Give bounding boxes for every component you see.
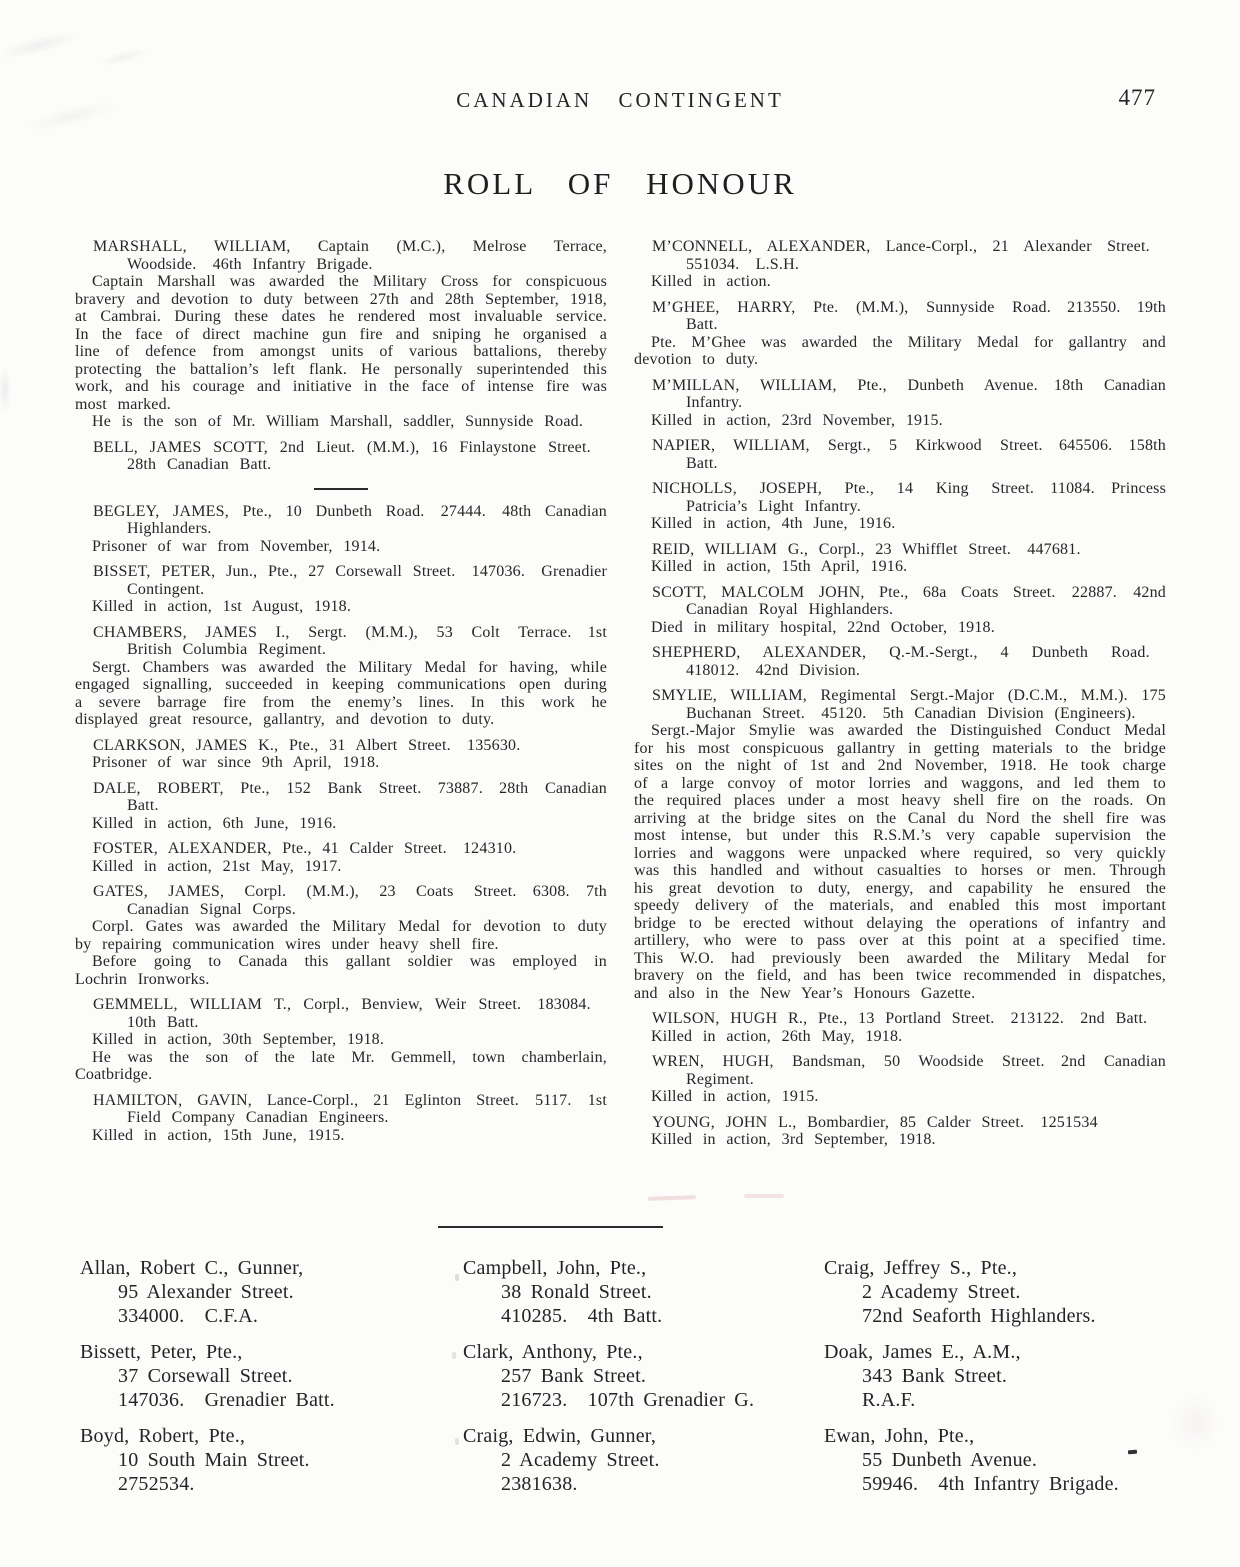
address-line: 2752534. [118, 1473, 195, 1495]
address-entry [463, 1340, 824, 1412]
entry-paragraph: Sergt.-Major Smylie was awarded the Distinguished Conduct Medal for his most conspicuous gallantry in getting materials to the bridge sites on the night of 1st and 2nd November, 1918. He took charge of a large convoy of motor lorries and waggons, and led them to the required places under a most heavy shell fire on the roads. On arriving at the bridge sites on the Canal du Nord the shell fire was most intense, but under this R.S.M.’s very capable supervision the lorries and waggons were unpacked where required, so very quickly was this handled and without casualties to horses or men. Through his great devotion to duty, energy, and capability he ensured the speedy delivery of the materials, and enabled this most important bridge to be erected without delaying the operations of infantry and artillery, who were to pass over at this point at a specified time. This W.O. had previously been awarded the Military Medal for bravery on the field, and has been twice recommended in dispatches, and also in the New Year’s Honours Gazette. [634, 722, 1166, 1002]
entry-heading: BELL, JAMES SCOTT, 2nd Lieut. (M.M.), 16 Finlaystone Street. 28th Canadian Batt. [93, 438, 607, 473]
address-name: Doak, James E., A.M., [824, 1341, 1021, 1363]
address-line: 2 Academy Street. [501, 1449, 660, 1471]
address-name: Craig, Edwin, Gunner, [463, 1425, 657, 1447]
running-head [0, 85, 1240, 113]
address-line: 59946. 4th Infantry Brigade. [862, 1473, 1119, 1495]
address-line: 216723. 107th Grenadier G. [501, 1389, 755, 1411]
entry-paragraph: Pte. M’Ghee was awarded the Military Medal for gallantry and devotion to duty. [634, 333, 1166, 368]
entry-paragraph: Killed in action, 15th June, 1915. [92, 1126, 345, 1144]
entry-heading: GATES, JAMES, Corpl. (M.M.), 23 Coats Street. 6308. 7th Canadian Signal Corps. [93, 883, 607, 918]
entry-paragraph: Killed in action, 1st August, 1918. [92, 598, 352, 615]
scan-artifact [0, 330, 26, 450]
roll-entry [75, 503, 607, 556]
address-entry [80, 1424, 463, 1496]
entry-paragraph: Killed in action, 6th June, 1916. [92, 814, 337, 832]
address-line: 38 Ronald Street. [501, 1281, 652, 1303]
address-line: 37 Corsewall Street. [118, 1365, 293, 1387]
address-entry [463, 1256, 824, 1328]
entry-heading: YOUNG, JOHN L., Bombardier, 85 Calder Street. 1251534 [652, 1113, 1098, 1131]
section-title: ROLL OF HONOUR [443, 166, 797, 201]
roll-entry [634, 437, 1166, 472]
roll-entry [75, 563, 607, 616]
entry-paragraph: Sergt. Chambers was awarded the Military Medal for having, while engaged signalling, succeeded in keeping communications open during a severe barrage fire from the enemy’s lines. In this work he displayed great resource, gallantry, and devotion to duty. [75, 658, 607, 728]
entry-paragraph: Before going to Canada this gallant soldier was employed in Lochrin Ironworks. [75, 953, 607, 988]
address-line: 257 Bank Street. [501, 1365, 647, 1387]
roll-entry [75, 780, 607, 833]
roll-entry [75, 996, 607, 1084]
roll-column-left [75, 238, 607, 1240]
address-name: Campbell, John, Pte., [463, 1257, 647, 1279]
roll-entry [634, 541, 1166, 576]
entry-paragraph: Killed in action, 3rd September, 1918. [651, 1131, 936, 1148]
entry-paragraph: Killed in action, 15th April, 1916. [651, 558, 908, 575]
address-name: Clark, Anthony, Pte., [463, 1341, 643, 1363]
entry-heading: BEGLEY, JAMES, Pte., 10 Dunbeth Road. 27444. 48th Canadian Highlanders. [93, 502, 607, 537]
address-column-right [824, 1256, 1170, 1508]
entry-paragraph: Captain Marshall was awarded the Military Cross for conspicuous bravery and devotion to duty between 27th and 28th September, 1918, at Cambrai. During these dates he rendered most invaluable service. In the face of direct machine gun fire and sniping he organised a line of defence from amongst units of various battalions, thereby protecting the battalion’s left flank. He personally superintended this work, and his courage and initiative in the face of intense fire was most marked. [75, 273, 607, 413]
address-name: Allan, Robert C., Gunner, [80, 1257, 304, 1279]
roll-entry [75, 1092, 607, 1145]
address-line: 343 Bank Street. [862, 1365, 1008, 1387]
roll-entry [75, 737, 607, 772]
entry-paragraph: Killed in action, 21st May, 1917. [92, 857, 342, 875]
entry-paragraph: Corpl. Gates was awarded the Military Medal for devotion to duty by repairing communication wires under heavy shell fire. [75, 918, 607, 953]
page-number: 477 [1118, 85, 1156, 110]
address-list [80, 1256, 1170, 1508]
address-line: 2381638. [501, 1473, 578, 1495]
roll-entry [634, 687, 1166, 1002]
address-line: 147036. Grenadier Batt. [118, 1389, 335, 1411]
address-name: Craig, Jeffrey S., Pte., [824, 1257, 1018, 1279]
address-line: R.A.F. [862, 1389, 916, 1411]
entry-heading: BISSET, PETER, Jun., Pte., 27 Corsewall Street. 147036. Grenadier Contingent. [93, 563, 607, 598]
address-column-left [80, 1256, 463, 1508]
entry-heading: WREN, HUGH, Bandsman, 50 Woodside Street. 2nd Canadian Regiment. [652, 1053, 1166, 1088]
roll-entry [75, 624, 607, 729]
entry-heading: SMYLIE, WILLIAM, Regimental Sergt.-Major (D.C.M., M.M.). 175 Buchanan Street. 45120. 5th Canadian Division (Engineers). [652, 687, 1166, 722]
roll-entry [75, 238, 607, 431]
roll-entry [634, 299, 1166, 369]
address-line: 410285. 4th Batt. [501, 1305, 663, 1327]
entry-heading: NAPIER, WILLIAM, Sergt., 5 Kirkwood Street. 645506. 158th Batt. [652, 437, 1166, 472]
entry-heading: M’MILLAN, WILLIAM, Pte., Dunbeth Avenue. 18th Canadian Infantry. [652, 376, 1166, 411]
address-name: Boyd, Robert, Pte., [80, 1425, 246, 1447]
address-entry [824, 1340, 1170, 1412]
entry-heading: REID, WILLIAM G., Corpl., 23 Whifflet Street. 447681. [652, 540, 1081, 558]
entry-paragraph: Killed in action, 1915. [651, 1088, 819, 1105]
entry-heading: CHAMBERS, JAMES I., Sergt. (M.M.), 53 Colt Terrace. 1st British Columbia Regiment. [93, 623, 607, 658]
address-name: Bissett, Peter, Pte., [80, 1341, 243, 1363]
entry-heading: GEMMELL, WILLIAM T., Corpl., Benview, Weir Street. 183084. 10th Batt. [93, 996, 607, 1031]
entry-heading: DALE, ROBERT, Pte., 152 Bank Street. 73887. 28th Canadian Batt. [93, 779, 607, 814]
roll-of-honour-columns [75, 238, 1167, 1240]
address-line: 72nd Seaforth Highlanders. [862, 1305, 1096, 1327]
entry-heading: CLARKSON, JAMES K., Pte., 31 Albert Street. 135630. [93, 736, 521, 754]
entry-heading: SCOTT, MALCOLM JOHN, Pte., 68a Coats Street. 22887. 42nd Canadian Royal Highlanders. [652, 583, 1166, 618]
entry-heading: M’GHEE, HARRY, Pte. (M.M.), Sunnyside Road. 213550. 19th Batt. [652, 298, 1166, 333]
entry-heading: M’CONNELL, ALEXANDER, Lance-Corpl., 21 Alexander Street. 551034. L.S.H. [652, 238, 1166, 273]
roll-entry [75, 883, 607, 988]
roll-column-right [634, 238, 1166, 1240]
address-entry [824, 1256, 1170, 1328]
address-line: 2 Academy Street. [862, 1281, 1021, 1303]
entry-paragraph: He was the son of the late Mr. Gemmell, town chamberlain, Coatbridge. [75, 1048, 607, 1083]
roll-entry [634, 1010, 1166, 1045]
entry-heading: WILSON, HUGH R., Pte., 13 Portland Street. 213122. 2nd Batt. [652, 1010, 1148, 1027]
roll-entry [634, 1053, 1166, 1106]
entry-paragraph: Killed in action, 4th June, 1916. [651, 515, 896, 532]
entry-paragraph: Killed in action, 26th May, 1918. [651, 1027, 903, 1045]
entry-paragraph: Died in military hospital, 22nd October, 1918. [651, 618, 995, 636]
address-entry [80, 1256, 463, 1328]
entry-heading: NICHOLLS, JOSEPH, Pte., 14 King Street. 11084. Princess Patricia’s Light Infantry. [652, 480, 1166, 515]
running-head-title: CANADIAN CONTINGENT [456, 88, 784, 112]
roll-entry [634, 584, 1166, 637]
entry-paragraph: Prisoner of war since 9th April, 1918. [92, 754, 380, 771]
address-column-middle [463, 1256, 824, 1508]
address-line: 55 Dunbeth Avenue. [862, 1449, 1038, 1471]
roll-entry [634, 238, 1166, 291]
entry-paragraph: He is the son of Mr. William Marshall, saddler, Sunnyside Road. [92, 413, 584, 430]
entry-paragraph: Prisoner of war from November, 1914. [92, 537, 381, 555]
entry-paragraph: Killed in action, 30th September, 1918. [92, 1031, 385, 1048]
address-entry [463, 1424, 824, 1496]
address-line: 95 Alexander Street. [118, 1281, 294, 1303]
entry-paragraph: Killed in action, 23rd November, 1915. [651, 411, 943, 429]
entry-heading: SHEPHERD, ALEXANDER, Q.-M.-Sergt., 4 Dunbeth Road. 418012. 42nd Division. [652, 644, 1166, 679]
address-line: 10 South Main Street. [118, 1449, 310, 1471]
section-divider [438, 1226, 663, 1228]
address-entry [824, 1424, 1170, 1496]
address-entry [80, 1340, 463, 1412]
entry-paragraph: Killed in action. [651, 273, 771, 290]
roll-entry [634, 377, 1166, 430]
roll-entry [75, 439, 607, 474]
roll-entry [634, 1114, 1166, 1149]
address-name: Ewan, John, Pte., [824, 1425, 975, 1447]
roll-entry [634, 644, 1166, 679]
roll-entry [634, 480, 1166, 533]
entry-group-divider [314, 488, 368, 490]
entry-heading: FOSTER, ALEXANDER, Pte., 41 Calder Street. 124310. [93, 840, 517, 857]
entry-heading: MARSHALL, WILLIAM, Captain (M.C.), Melrose Terrace, Woodside. 46th Infantry Brigade. [93, 238, 607, 273]
entry-heading: HAMILTON, GAVIN, Lance-Corpl., 21 Eglinton Street. 5117. 1st Field Company Canadian Engineers. [93, 1091, 607, 1126]
address-line: 334000. C.F.A. [118, 1305, 259, 1327]
roll-entry [75, 840, 607, 875]
